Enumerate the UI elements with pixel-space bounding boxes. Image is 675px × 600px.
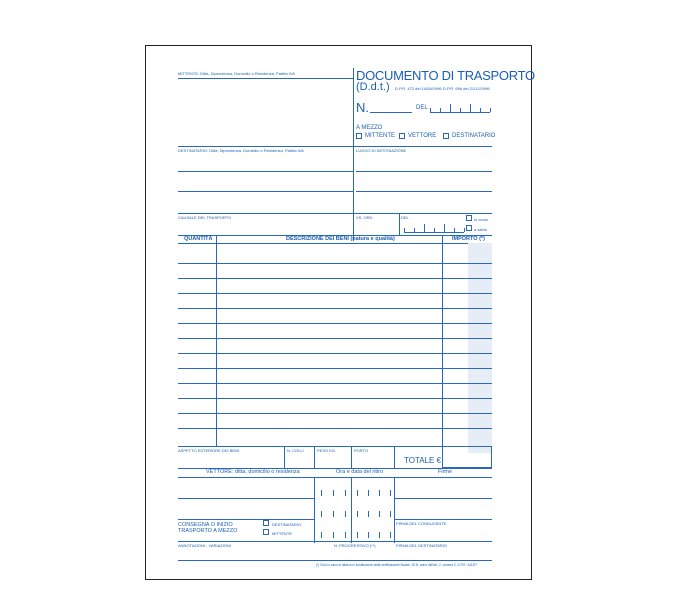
- aspetto-label: ASPETTO ESTERIORE DEI BENI: [178, 448, 240, 453]
- firma-destinatario-label: FIRMA DEL DESTINATARIO: [396, 543, 448, 548]
- luogo-line-2[interactable]: [356, 191, 492, 192]
- totale-field[interactable]: [442, 446, 492, 468]
- destinatario-label: DESTINATARIO: Ditta, Dipendenza, Domicilio o Residenza, Partita IVA: [178, 148, 304, 153]
- luogo-destinazione-label: LUOGO DI DESTINAZIONE: [356, 148, 407, 153]
- document-title: DOCUMENTO DI TRASPORTO: [356, 68, 535, 83]
- destinatario-line-2[interactable]: [178, 191, 353, 192]
- a-saldo-checkbox[interactable]: [466, 225, 472, 231]
- mittente-option-label: MITTENTE: [365, 133, 395, 139]
- vettore-line-2[interactable]: [178, 519, 314, 520]
- quantita-header: QUANTITÀ: [184, 236, 213, 242]
- n-progressivo-label: N. PROGRESSIVO (**): [334, 543, 376, 548]
- ora-data-header: Ora e data del ritiro: [336, 469, 384, 475]
- peso-label: PESO KG.: [317, 448, 337, 453]
- firma-conducente-label: FIRMA DEL CONDUCENTE: [396, 521, 447, 526]
- causale-label: CAUSALE DEL TRASPORTO: [178, 215, 232, 220]
- transport-document-form: [145, 45, 535, 580]
- table-row[interactable]: [178, 413, 492, 414]
- firma-vettore-line-1[interactable]: [394, 498, 492, 499]
- vs-ord-label: VS. ORD.: [356, 215, 374, 220]
- table-row[interactable]: [178, 353, 492, 354]
- descrizione-header: DESCRIZIONE DEI BENI (natura e qualità): [286, 236, 395, 242]
- annotazioni-label: ANNOTAZIONI - VARIAZIONI: [178, 543, 231, 548]
- luogo-line-1[interactable]: [356, 171, 492, 172]
- numero-label: N.: [356, 100, 369, 115]
- del2-label: DEL: [401, 215, 409, 220]
- table-row[interactable]: [178, 428, 492, 429]
- vettore-option-label: VETTORE: [408, 133, 437, 139]
- table-row[interactable]: [178, 368, 492, 369]
- vettore-checkbox[interactable]: [399, 133, 405, 139]
- ora-ritiro-field-1[interactable]: [318, 488, 348, 497]
- destinatario-checkbox[interactable]: [443, 133, 449, 139]
- date-field[interactable]: [430, 104, 490, 113]
- ora-consegna-field[interactable]: [318, 530, 348, 539]
- mittente-checkbox[interactable]: [356, 133, 362, 139]
- destinatario-option-label: DESTINATARIO: [452, 133, 496, 139]
- table-row[interactable]: [178, 323, 492, 324]
- consegna-mittente-label: MITTENTE: [272, 531, 292, 536]
- order-date-field[interactable]: [404, 224, 464, 233]
- data-consegna-field[interactable]: [354, 530, 392, 539]
- table-row[interactable]: [178, 293, 492, 294]
- table-row[interactable]: [178, 308, 492, 309]
- table-row[interactable]: [178, 278, 492, 279]
- vettore-line-1[interactable]: [178, 498, 314, 499]
- firma-vettore-line-2[interactable]: [394, 519, 492, 520]
- firme-header: Firme: [438, 469, 453, 475]
- ora-ritiro-field-2[interactable]: [318, 509, 348, 518]
- dpr-696: D.P.R. 696 del 21/12/1996: [443, 86, 490, 91]
- del-label: DEL: [416, 105, 428, 111]
- in-conto-checkbox[interactable]: [466, 215, 472, 221]
- consegna-destinatario-label: DESTINATARIO: [272, 522, 301, 527]
- n-colli-label: N. COLLI: [287, 448, 304, 453]
- importo-cents-shade: [468, 243, 492, 453]
- a-saldo-label: a saldo: [474, 227, 487, 232]
- in-conto-label: in conto: [474, 217, 489, 222]
- numero-field[interactable]: [370, 112, 412, 113]
- table-row[interactable]: [178, 338, 492, 339]
- table-row[interactable]: [178, 263, 492, 264]
- a-mezzo-label: A MEZZO: [356, 125, 383, 131]
- table-row[interactable]: [178, 383, 492, 384]
- document-subtitle: (D.d.t.): [356, 81, 390, 93]
- vettore-header: VETTORE: ditta, domicilio o residenza: [206, 469, 300, 475]
- footnote: (*) Solo in caso di utilizzo in sostituzione della certificazione fiscale. 25 N. anno dell'art. 2, comma 2, D.P.R. 441/97: [316, 563, 478, 567]
- consegna-label: CONSEGNA O INIZIO TRASPORTO A MEZZO: [178, 522, 238, 534]
- mittente-label: MITTENTE: Ditta, Dipendenza, Domicilio o Residenza, Partita IVA: [178, 71, 295, 76]
- importo-header: IMPORTO (*): [452, 236, 485, 242]
- totale-label: TOTALE €: [404, 456, 442, 465]
- porto-label: PORTO: [354, 448, 369, 453]
- table-row[interactable]: [178, 398, 492, 399]
- dpr-472: D.P.R. 472 del 14/08/1996: [395, 86, 442, 91]
- data-ritiro-field-2[interactable]: [354, 509, 392, 518]
- consegna-mittente-checkbox[interactable]: [263, 529, 269, 535]
- data-ritiro-field-1[interactable]: [354, 488, 392, 497]
- destinatario-line-1[interactable]: [178, 171, 353, 172]
- consegna-destinatario-checkbox[interactable]: [263, 520, 269, 526]
